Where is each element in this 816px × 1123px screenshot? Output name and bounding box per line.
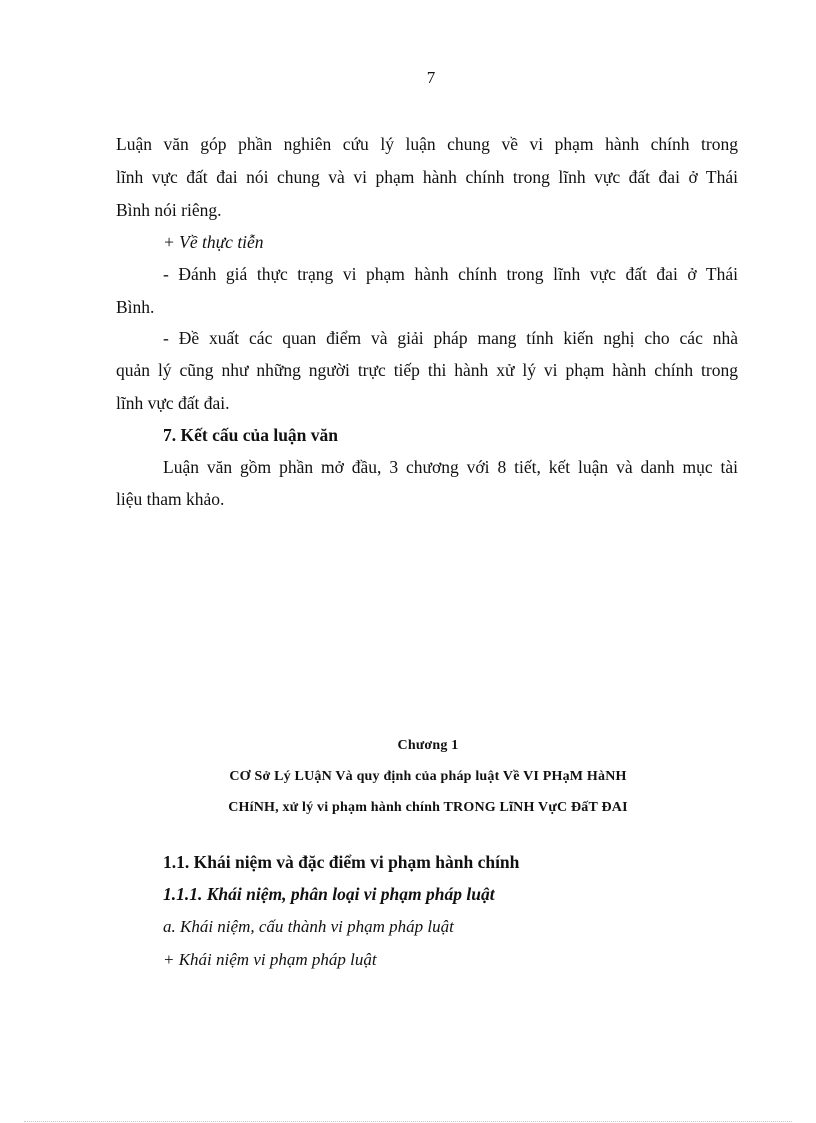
structure-heading: 7. Kết cấu của luận văn (163, 425, 339, 445)
practice-heading: + Về thực tiễn (163, 232, 264, 252)
section-heading: 1.1. Khái niệm và đặc điểm vi phạm hành chính (163, 852, 520, 872)
paragraph-4-line-2: liệu tham khảo. (116, 489, 225, 509)
subsection-heading: 1.1.1. Khái niệm, phân loại vi phạm pháp luật (163, 884, 495, 904)
chapter-title-line-2: CHíNH, xử lý vi phạm hành chính TRONG LĩNH VựC ĐấT ĐAI (228, 800, 628, 815)
item-plus: + Khái niệm vi phạm pháp luật (163, 950, 377, 969)
paragraph-1-line-1: Luận văn góp phần nghiên cứu lý luận chung về vi phạm hành chính trong (116, 134, 738, 154)
paragraph-1-line-3: Bình nói riêng. (116, 200, 222, 220)
page-number: 7 (426, 68, 436, 87)
paragraph-2-line-1: - Đánh giá thực trạng vi phạm hành chính trong lĩnh vực đất đai ở Thái (163, 264, 738, 284)
paragraph-3-line-2: quản lý cũng như những người trực tiếp thi hành xử lý vi phạm hành chính trong (116, 360, 738, 380)
chapter-label: Chương 1 (397, 738, 459, 753)
paragraph-2-line-2: Bình. (116, 297, 155, 317)
paragraph-3-line-3: lĩnh vực đất đai. (116, 393, 230, 413)
paragraph-3-line-1: - Đề xuất các quan điểm và giải pháp mang tính kiến nghị cho các nhà (163, 328, 738, 348)
paragraph-4-line-1: Luận văn gồm phần mở đầu, 3 chương với 8 tiết, kết luận và danh mục tài (163, 457, 738, 477)
chapter-title-line-1: CƠ Sở Lý LUậN Và quy định của pháp luật Về VI PHạM HàNH (229, 769, 627, 784)
item-a: a. Khái niệm, cấu thành vi phạm pháp luật (163, 917, 454, 936)
paragraph-1-line-2: lĩnh vực đất đai nói chung và vi phạm hành chính trong lĩnh vực đất đai ở Thái (116, 167, 738, 187)
page-bottom-divider (24, 1121, 792, 1122)
